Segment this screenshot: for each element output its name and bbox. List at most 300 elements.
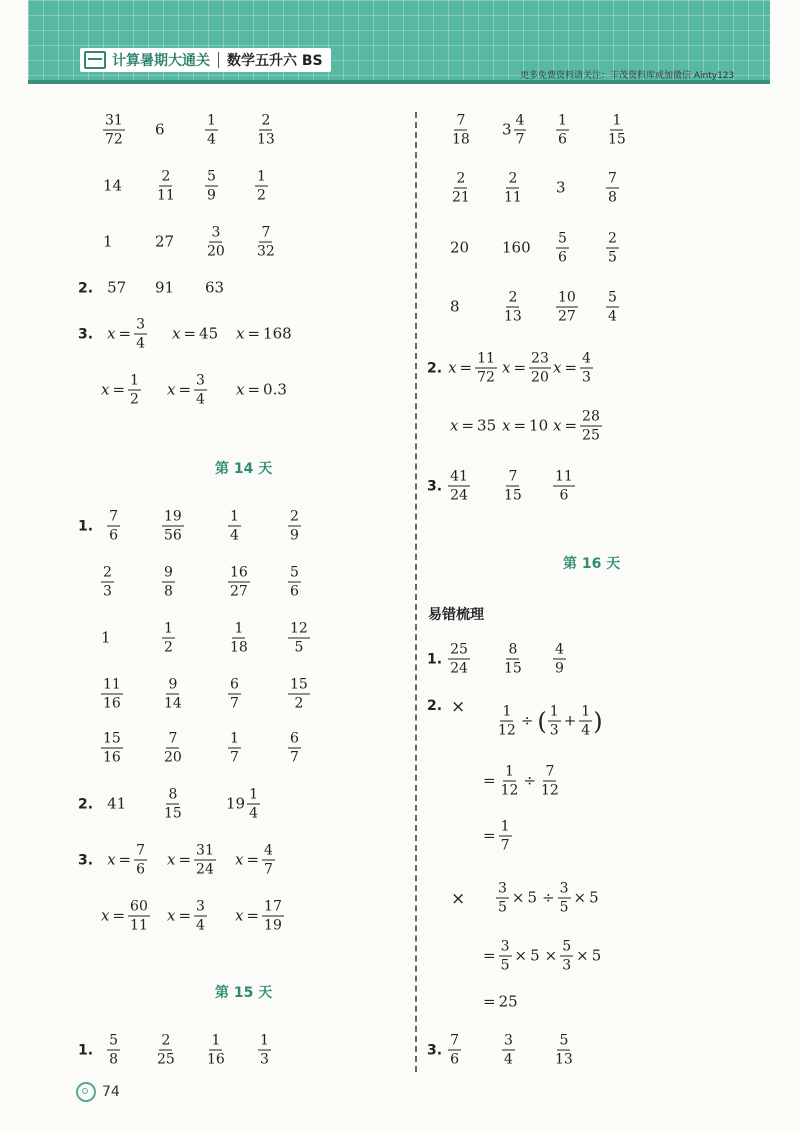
- fraction: [228, 510, 241, 543]
- value: 25: [498, 992, 518, 1011]
- denominator: 12: [500, 782, 519, 799]
- equals-sign: =: [247, 380, 261, 399]
- fraction: [558, 882, 571, 915]
- value: 160: [502, 238, 531, 257]
- variable-x: x: [167, 850, 176, 869]
- numerator: 2: [261, 112, 271, 129]
- value: 168: [263, 324, 292, 343]
- fraction: [228, 566, 250, 599]
- denominator: 9: [555, 660, 564, 677]
- equals-sign: =: [483, 826, 496, 845]
- numerator: 7: [456, 112, 466, 129]
- numerator: 7: [261, 224, 271, 241]
- answer-item: [235, 844, 275, 877]
- answer-item: [502, 643, 524, 676]
- sun-icon: [76, 1082, 96, 1102]
- denominator: 3: [582, 369, 591, 386]
- numerator: 7: [508, 468, 518, 485]
- denominator: 3: [549, 722, 559, 739]
- denominator: 8: [164, 583, 173, 600]
- denominator: 5: [498, 899, 507, 916]
- answer-item: [103, 114, 125, 147]
- numerator: 6: [290, 730, 299, 747]
- value: 6: [155, 120, 165, 139]
- fraction: [205, 226, 227, 259]
- numerator: 7: [545, 763, 555, 780]
- numerator: 28: [582, 408, 600, 425]
- numerator: 2: [508, 170, 518, 187]
- fraction: [162, 678, 184, 711]
- fraction: [134, 844, 147, 877]
- answer-item: [235, 900, 284, 933]
- numerator: 1: [211, 1032, 221, 1049]
- denominator: 4: [136, 335, 146, 352]
- denominator: 21: [452, 189, 470, 206]
- denominator: 2: [164, 639, 173, 656]
- fraction: [155, 170, 177, 203]
- fraction: [496, 882, 509, 915]
- numerator: 17: [264, 898, 282, 915]
- denominator: 16: [103, 695, 121, 712]
- fraction: [128, 374, 141, 407]
- denominator: 5: [559, 899, 569, 916]
- fraction: [205, 1034, 227, 1067]
- denominator: 20: [164, 749, 182, 766]
- answer-item: [606, 291, 619, 324]
- fraction: [128, 900, 150, 933]
- question-number: 2.: [78, 796, 94, 812]
- fraction: [262, 900, 284, 933]
- answer-item: [78, 844, 147, 877]
- numerator: 3: [211, 224, 221, 241]
- fraction: [155, 1034, 177, 1067]
- fraction: [499, 940, 512, 973]
- denominator: 3: [562, 957, 572, 974]
- fraction: [553, 470, 575, 503]
- numerator: 1: [230, 508, 239, 525]
- numerator: 1: [500, 818, 510, 835]
- answer-item: [496, 705, 604, 738]
- fraction: [134, 318, 147, 351]
- variable-x: x: [167, 380, 176, 399]
- value: 63: [205, 278, 225, 297]
- numerator: 4: [582, 350, 591, 367]
- numerator: 2: [161, 1032, 171, 1049]
- denominator: 25: [582, 427, 600, 444]
- value: 5: [591, 946, 602, 965]
- fraction: [539, 765, 561, 798]
- fraction: [194, 900, 207, 933]
- fraction: [502, 291, 524, 324]
- variable-x: x: [236, 380, 245, 399]
- answer-item: [480, 940, 603, 973]
- denominator: 72: [105, 131, 123, 148]
- value: 1: [101, 628, 111, 647]
- numerator: 1: [164, 620, 173, 637]
- notice-text: 更多免费资料请关注：丰茂资料库或加微信 Ainty123: [520, 71, 735, 81]
- answer-item: [480, 992, 518, 1011]
- operator-mul: ×: [576, 946, 589, 965]
- answer-item: [103, 232, 113, 251]
- fraction: [529, 352, 551, 385]
- answer-item: [172, 324, 219, 343]
- denominator: 5: [294, 639, 304, 656]
- denominator: 7: [264, 861, 273, 878]
- answer-item: [553, 470, 575, 503]
- value: 0.3: [263, 380, 287, 399]
- fraction: [162, 622, 175, 655]
- denominator: 7: [500, 837, 510, 854]
- denominator: 13: [257, 131, 275, 148]
- answer-item: [228, 566, 250, 599]
- denominator: 2: [257, 187, 266, 204]
- question-number: 2.: [427, 360, 443, 376]
- question-number: 3.: [78, 852, 94, 868]
- value: 45: [199, 324, 219, 343]
- answer-item: [255, 114, 277, 147]
- answer-item: [155, 1034, 177, 1067]
- answer-item: [103, 176, 123, 195]
- answer-item: [427, 699, 442, 713]
- answer-item: [236, 324, 292, 343]
- answer-item: [101, 900, 150, 933]
- fraction: [101, 732, 123, 765]
- answer-item: [155, 232, 175, 251]
- numerator: 3: [500, 938, 510, 955]
- fraction: [448, 470, 470, 503]
- numerator: 1: [130, 372, 139, 389]
- fraction: [162, 788, 184, 821]
- answer-item: [288, 566, 301, 599]
- denominator: 6: [450, 1051, 459, 1068]
- answer-item: [162, 788, 184, 821]
- answer-item: [450, 416, 497, 435]
- numerator: 60: [130, 898, 148, 915]
- answer-item: [205, 170, 218, 203]
- question-number: 3.: [78, 326, 94, 342]
- numerator: 3: [196, 898, 205, 915]
- numerator: 12: [290, 620, 308, 637]
- answer-item: [502, 238, 531, 257]
- answer-item: [553, 352, 593, 385]
- question-number: 2.: [427, 698, 443, 714]
- fraction: [288, 732, 301, 765]
- answer-item: [255, 226, 277, 259]
- answer-item: [167, 374, 207, 407]
- numerator: 1: [581, 703, 591, 720]
- denominator: 4: [608, 308, 617, 325]
- fraction: [502, 172, 524, 205]
- fraction: [194, 844, 216, 877]
- numerator: 19: [164, 508, 182, 525]
- numerator: 9: [164, 564, 173, 581]
- numerator: 5: [608, 289, 617, 306]
- value: 8: [450, 297, 460, 316]
- fraction: [288, 510, 301, 543]
- denominator: 11: [130, 917, 148, 934]
- denominator: 13: [504, 308, 522, 325]
- book-title-box: [80, 48, 331, 72]
- answer-item: [556, 232, 569, 265]
- operator-mul: ×: [573, 888, 587, 907]
- denominator: 15: [504, 487, 522, 504]
- variable-x: x: [502, 416, 511, 435]
- numerator: 25: [450, 641, 468, 658]
- question-number: 3.: [427, 478, 443, 494]
- fraction: [579, 705, 592, 738]
- numerator: 3: [196, 372, 205, 389]
- fraction: [101, 678, 123, 711]
- answer-item: [205, 278, 225, 297]
- denominator: 4: [581, 722, 591, 739]
- equals-sign: =: [112, 906, 126, 925]
- denominator: 20: [531, 369, 549, 386]
- equals-sign: =: [118, 850, 132, 869]
- value: 91: [155, 278, 175, 297]
- denominator: 7: [515, 131, 525, 148]
- denominator: 13: [555, 1051, 573, 1068]
- variable-x: x: [172, 324, 181, 343]
- answer-item: [226, 788, 260, 821]
- numerator: 2: [103, 564, 112, 581]
- variable-x: x: [553, 358, 562, 377]
- numerator: 15: [103, 730, 121, 747]
- fraction: [255, 226, 277, 259]
- numerator: 7: [136, 842, 146, 859]
- fraction: [194, 374, 207, 407]
- fraction: [556, 114, 569, 147]
- answer-item: [228, 678, 241, 711]
- answer-item: [78, 1034, 120, 1067]
- answer-item: [450, 238, 470, 257]
- numerator: 3: [136, 316, 146, 333]
- fraction: [255, 170, 268, 203]
- fraction: [499, 765, 521, 798]
- answer-item: [427, 643, 470, 676]
- denominator: 27: [558, 308, 576, 325]
- equals-sign: =: [461, 416, 475, 435]
- denominator: 15: [164, 805, 182, 822]
- answer-item: [556, 291, 578, 324]
- page-number: 74: [102, 1084, 120, 1100]
- fraction: [580, 352, 593, 385]
- numerator: 2: [456, 170, 466, 187]
- equals-sign: =: [483, 771, 496, 790]
- denominator: 11: [157, 187, 175, 204]
- fraction: [606, 172, 619, 205]
- numerator: 5: [109, 1032, 118, 1049]
- fraction: [606, 291, 619, 324]
- value: 41: [107, 794, 127, 813]
- value: 20: [450, 238, 470, 257]
- answer-item: [606, 172, 619, 205]
- answer-item: [101, 628, 111, 647]
- fraction: [205, 114, 218, 147]
- denominator: 2: [294, 695, 304, 712]
- fraction: [205, 170, 218, 203]
- numerator: 8: [508, 641, 518, 658]
- numerator: 1: [558, 112, 567, 129]
- denominator: 25: [157, 1051, 175, 1068]
- operator-mul: ×: [511, 888, 525, 907]
- denominator: 9: [207, 187, 216, 204]
- equals-sign: =: [513, 416, 527, 435]
- variable-x: x: [553, 416, 562, 435]
- equals-sign: =: [564, 358, 578, 377]
- numerator: 2: [290, 508, 299, 525]
- denominator: 18: [452, 131, 470, 148]
- fraction: [228, 622, 250, 655]
- denominator: 5: [608, 249, 617, 266]
- value: 5: [527, 888, 538, 907]
- fraction: [162, 566, 175, 599]
- answer-item: [155, 170, 177, 203]
- denominator: 3: [103, 583, 112, 600]
- variable-x: x: [235, 906, 244, 925]
- denominator: 24: [450, 660, 468, 677]
- numerator: 5: [559, 1032, 569, 1049]
- numerator: 31: [105, 112, 123, 129]
- variable-x: x: [107, 850, 116, 869]
- denominator: 6: [136, 861, 146, 878]
- numerator: 4: [555, 641, 564, 658]
- numerator: 1: [260, 1032, 269, 1049]
- operator-div: ÷: [542, 888, 555, 907]
- day-14-header: 第 14 天: [215, 461, 273, 477]
- fraction: [514, 114, 527, 147]
- answer-item: [288, 732, 301, 765]
- numerator: 2: [161, 168, 171, 185]
- variable-x: x: [236, 324, 245, 343]
- answer-item: [162, 678, 184, 711]
- denominator: 14: [164, 695, 182, 712]
- answer-item: [78, 278, 127, 297]
- equals-sign: =: [246, 850, 260, 869]
- denominator: 32: [257, 243, 275, 260]
- value: 14: [103, 176, 123, 195]
- fraction: [107, 510, 120, 543]
- denominator: 6: [558, 249, 567, 266]
- denominator: 4: [196, 391, 205, 408]
- fraction: [496, 705, 518, 738]
- answer-item: [167, 900, 207, 933]
- denominator: 15: [608, 131, 626, 148]
- fraction: [288, 566, 301, 599]
- answer-item: [228, 732, 241, 765]
- fraction: [502, 1034, 515, 1067]
- denominator: 3: [260, 1051, 269, 1068]
- denominator: 6: [559, 487, 569, 504]
- value: 1: [103, 232, 113, 251]
- numerator: 9: [168, 676, 178, 693]
- fraction: [162, 510, 184, 543]
- operator-mul: ×: [514, 946, 528, 965]
- answer-item: [502, 172, 524, 205]
- answer-item: [101, 566, 114, 599]
- numerator: 8: [168, 786, 178, 803]
- answer-item: [553, 410, 602, 443]
- value: 3: [502, 120, 512, 139]
- variable-x: x: [101, 906, 110, 925]
- question-number: 1.: [427, 651, 443, 667]
- denominator: 16: [103, 749, 121, 766]
- variable-x: x: [502, 358, 511, 377]
- answer-item: [496, 882, 601, 915]
- answer-item: [288, 622, 310, 655]
- equals-sign: =: [178, 906, 192, 925]
- numerator: 1: [612, 112, 622, 129]
- cross-mark: ×: [451, 697, 466, 717]
- denominator: 4: [230, 527, 239, 544]
- answer-item: [450, 297, 460, 316]
- denominator: 16: [207, 1051, 225, 1068]
- numerator: 1: [234, 620, 244, 637]
- denominator: 24: [450, 487, 468, 504]
- answer-item: [78, 510, 120, 543]
- numerator: 1: [549, 703, 559, 720]
- numerator: 1: [505, 763, 514, 780]
- numerator: 11: [477, 350, 495, 367]
- value: 19: [226, 794, 246, 813]
- fraction: [247, 788, 260, 821]
- fraction: [580, 410, 602, 443]
- fraction: [560, 940, 573, 973]
- value: 57: [107, 278, 127, 297]
- question-number: 2.: [78, 280, 94, 296]
- denominator: 15: [504, 660, 522, 677]
- fraction: [288, 622, 310, 655]
- value: 3: [556, 178, 566, 197]
- numerator: 11: [103, 676, 121, 693]
- numerator: 1: [249, 786, 259, 803]
- fraction: [103, 114, 125, 147]
- numerator: 4: [264, 842, 273, 859]
- answer-item: [205, 1034, 227, 1067]
- denominator: 8: [608, 189, 617, 206]
- day-16-header: 第 16 天: [563, 556, 621, 572]
- answer-item: [427, 1034, 461, 1067]
- numerator: 23: [531, 350, 549, 367]
- value: 5: [530, 946, 540, 965]
- fraction: [448, 1034, 461, 1067]
- answer-item: [167, 844, 216, 877]
- answer-item: [78, 318, 147, 351]
- equals-sign: =: [178, 380, 192, 399]
- fraction: [101, 566, 114, 599]
- numerator: 1: [207, 112, 216, 129]
- value: 5: [589, 888, 599, 907]
- denominator: 7: [290, 749, 299, 766]
- denominator: 18: [230, 639, 248, 656]
- answer-item: [606, 114, 628, 147]
- denominator: 56: [164, 527, 182, 544]
- answer-item: [101, 678, 123, 711]
- fraction: [556, 232, 569, 265]
- fraction: [553, 643, 566, 676]
- answer-item: [553, 1034, 575, 1067]
- fraction: [255, 114, 277, 147]
- equals-sign: =: [564, 416, 578, 435]
- answer-item: [427, 470, 470, 503]
- answer-item: [450, 172, 472, 205]
- equals-sign: =: [112, 380, 126, 399]
- numerator: 3: [504, 1032, 513, 1049]
- answer-item: [556, 114, 569, 147]
- denominator: 12: [540, 782, 559, 799]
- numerator: 5: [562, 938, 572, 955]
- equals-sign: =: [247, 324, 261, 343]
- fraction: [499, 820, 512, 853]
